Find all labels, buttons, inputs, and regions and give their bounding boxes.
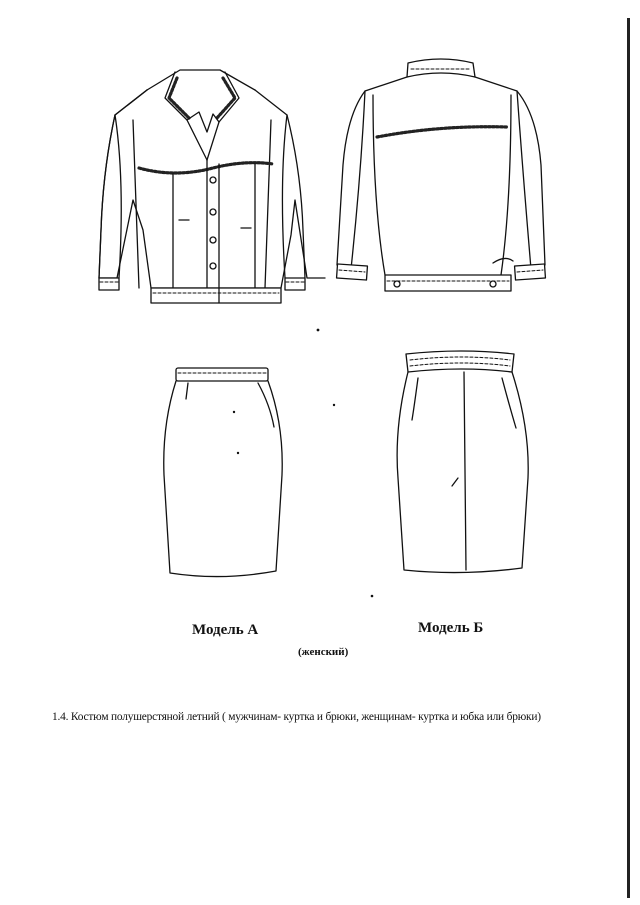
- gender-label: (женский): [298, 646, 349, 658]
- item-caption: 1.4. Костюм полушерстяной летний ( мужчинам- куртка и брюки, женщинам- куртка и юбка или брюки): [52, 711, 541, 723]
- model-b-label: Модель Б: [418, 620, 484, 636]
- model-a-label: Модель А: [192, 622, 259, 638]
